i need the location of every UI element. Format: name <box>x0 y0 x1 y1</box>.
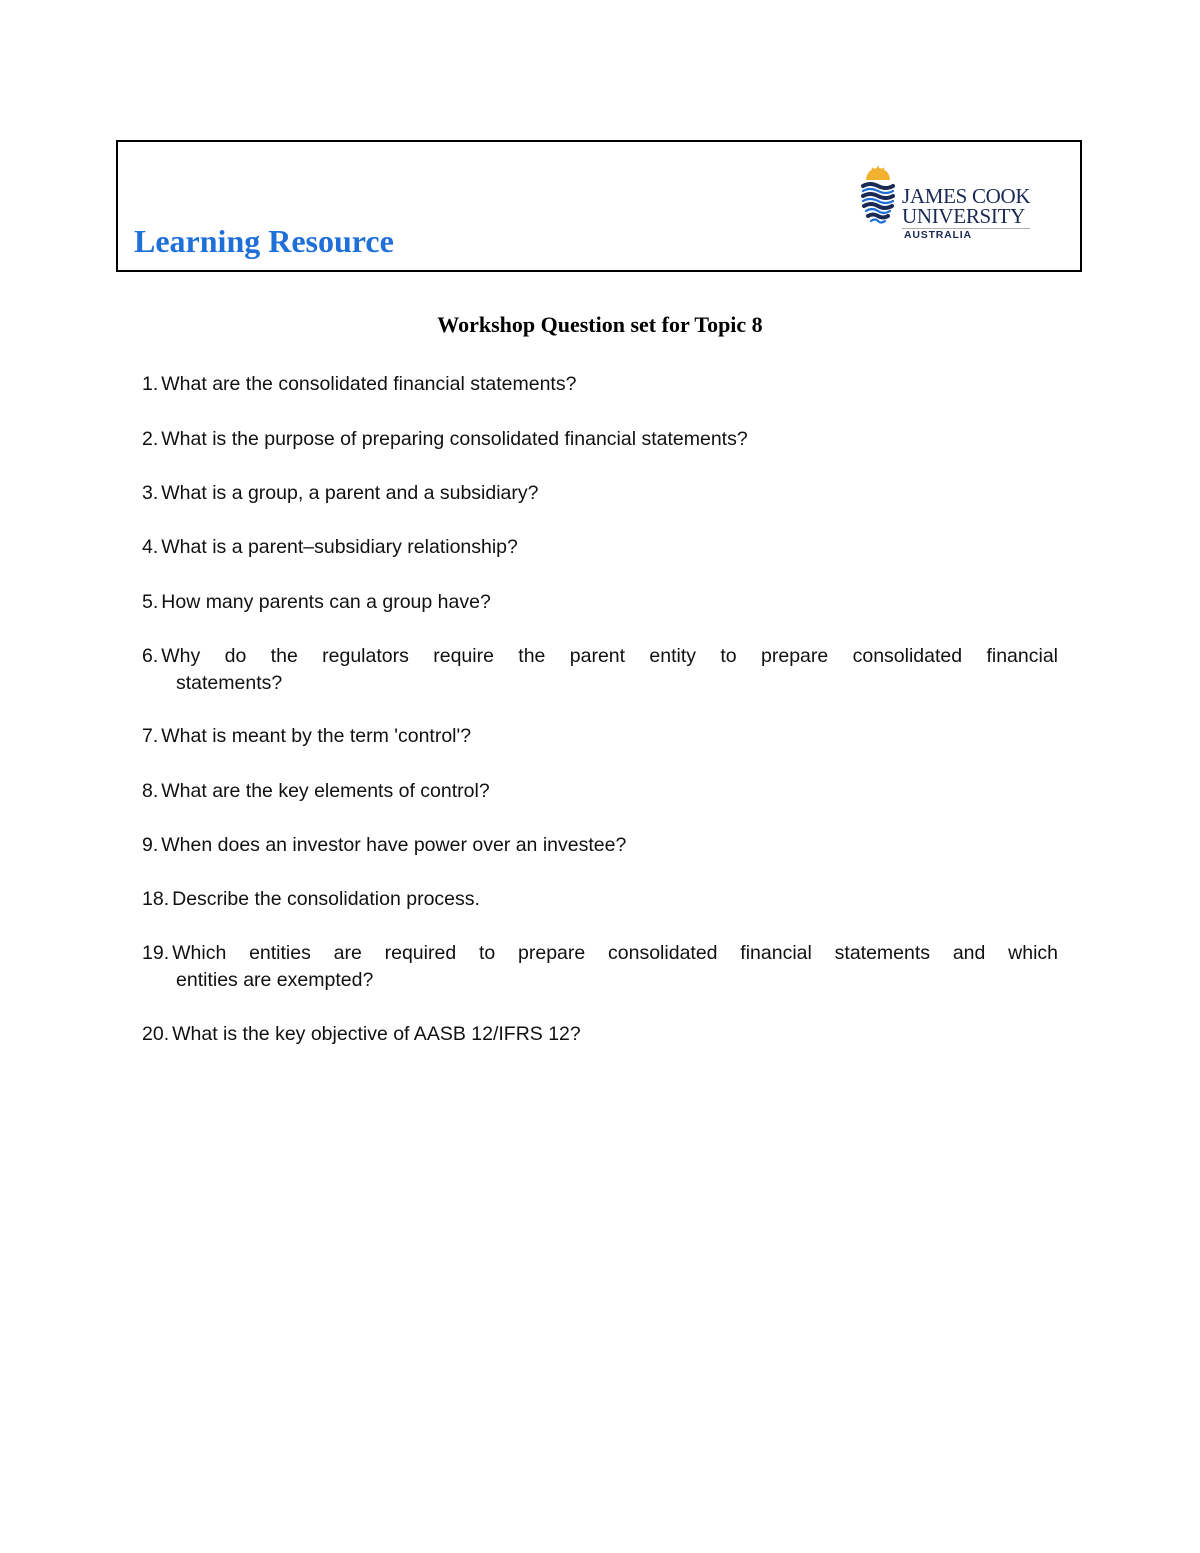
question-number: 19. <box>142 942 170 964</box>
question-5 <box>142 589 1058 616</box>
question-line <box>142 643 1058 670</box>
question-text: What is the purpose of preparing consolidated financial statements? <box>161 428 748 450</box>
question-number: 3. <box>142 482 159 504</box>
header-box <box>116 140 1082 272</box>
question-1 <box>142 371 1058 398</box>
document-title: Workshop Question set for Topic 8 <box>437 312 763 337</box>
logo-text-australia: AUSTRALIA <box>904 229 972 241</box>
question-text: What is the key objective of AASB 12/IFRS 12? <box>172 1023 581 1045</box>
question-text-continued: entities are exempted? <box>176 969 374 991</box>
question-number: 1. <box>142 373 159 395</box>
question-text: When does an investor have power over an investee? <box>161 834 627 856</box>
question-text: Why do the regulators require the parent entity to prepare consolidated financial <box>161 645 1058 667</box>
question-9 <box>142 832 1058 859</box>
question-text-continued: statements? <box>176 672 283 694</box>
question-19 <box>142 940 1058 994</box>
question-text: What is meant by the term 'control'? <box>161 725 472 747</box>
logo-text-university: UNIVERSITY <box>902 204 1025 228</box>
question-text: What are the key elements of control? <box>161 780 490 802</box>
question-number: 2. <box>142 428 159 450</box>
question-text: How many parents can a group have? <box>161 591 491 613</box>
question-4 <box>142 534 1058 561</box>
question-number: 4. <box>142 536 159 558</box>
question-text: Describe the consolidation process. <box>172 888 480 910</box>
learning-resource-title: Learning Resource <box>134 223 394 259</box>
question-text: What is a parent–subsidiary relationship? <box>161 536 518 558</box>
question-2 <box>142 426 1058 453</box>
question-3 <box>142 480 1058 507</box>
question-number: 20. <box>142 1023 170 1045</box>
question-line <box>142 940 1058 967</box>
question-6 <box>142 643 1058 697</box>
question-number: 18. <box>142 888 170 910</box>
question-text: What are the consolidated financial statements? <box>161 373 577 395</box>
question-number: 7. <box>142 725 159 747</box>
question-number: 5. <box>142 591 159 613</box>
logo-text-james-cook: JAMES COOK <box>902 184 1031 208</box>
question-text: Which entities are required to prepare consolidated financial statements and which <box>172 942 1058 964</box>
question-number: 8. <box>142 780 159 802</box>
question-8 <box>142 778 1058 805</box>
question-number: 6. <box>142 645 159 667</box>
jcu-crest-icon <box>860 166 900 232</box>
question-20 <box>142 1021 1058 1048</box>
question-18 <box>142 886 1058 913</box>
university-logo <box>860 166 1040 242</box>
question-7 <box>142 723 1058 750</box>
question-text: What is a group, a parent and a subsidiary? <box>161 482 539 504</box>
question-number: 9. <box>142 834 159 856</box>
